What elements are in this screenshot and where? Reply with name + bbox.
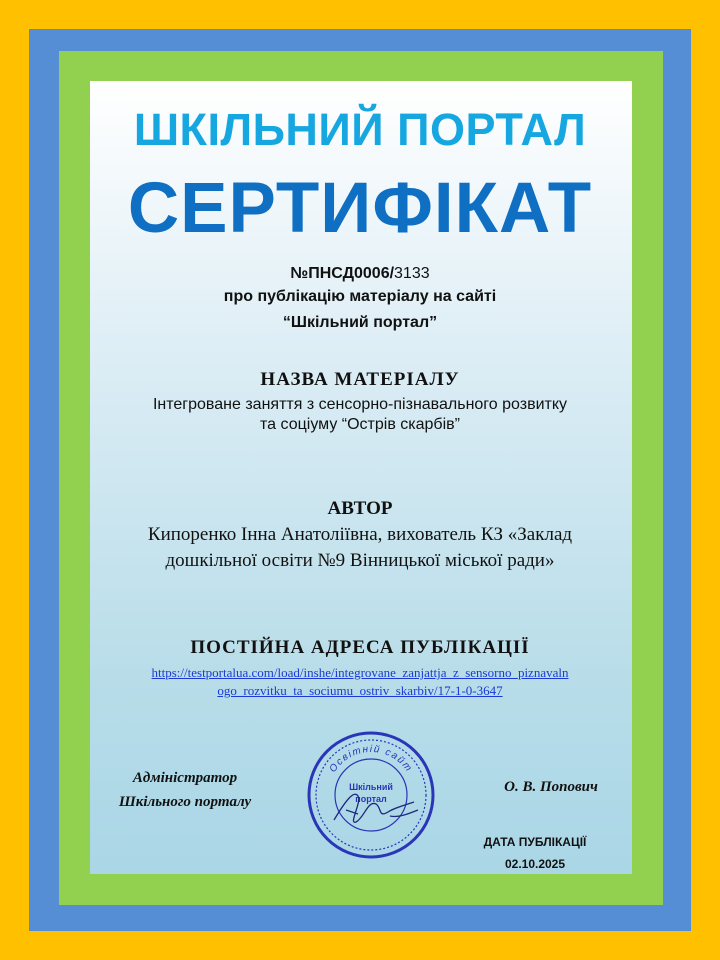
material-title: [0, 395, 720, 435]
material-line-2: та соціуму “Острів скарбів”: [260, 416, 460, 433]
signer-name: О. В. Попович: [504, 779, 598, 795]
publication-link[interactable]: [0, 664, 720, 700]
date-label: ДАТА ПУБЛІКАЦІЇ: [483, 835, 587, 849]
address-heading: ПОСТІЙНА АДРЕСА ПУБЛІКАЦІЇ: [190, 637, 530, 658]
author-info: [0, 522, 720, 574]
admin-line-2: Шкільного порталу: [118, 794, 252, 810]
number-prefix: №ПНСД0006/: [290, 265, 395, 282]
material-line-1: Інтегроване заняття з сенсорно-пізнавального розвитку: [152, 396, 568, 413]
stamp-ring-text: Освітній сайт: [327, 743, 415, 775]
portal-name: ШКІЛЬНИЙ ПОРТАЛ: [133, 104, 587, 155]
certificate-title: СЕРТИФІКАТ: [127, 169, 593, 248]
stamp-center-line-1: Шкільний: [349, 782, 393, 792]
about-line: про публікацію матеріалу на сайті: [223, 288, 497, 305]
publication-date: 02.10.2025: [504, 857, 566, 871]
admin-caption: [100, 766, 270, 814]
stamp-center-line-2: портал: [355, 794, 387, 804]
publication-link-line-1[interactable]: https://testportalua.com/load/inshe/integrovane_zanjattja_z_sensorno_piznavaln: [151, 665, 569, 680]
admin-line-1: Адміністратор: [132, 770, 238, 786]
certificate-number: [0, 265, 720, 283]
author-line-2: дошкільної освіти №9 Вінницької міської ради»: [165, 550, 555, 571]
site-name: “Шкільний портал”: [282, 314, 438, 331]
stamp-seal-icon: [306, 730, 436, 860]
author-heading: АВТОР: [327, 498, 393, 519]
author-line-1: Кипоренко Інна Анатоліївна, вихователь КЗ «Заклад: [147, 524, 573, 545]
number-suffix: 3133: [394, 265, 430, 282]
publication-link-line-2[interactable]: ogo_rozvitku_ta_sociumu_ostriv_skarbiv/17-1-0-3647: [217, 683, 503, 698]
material-heading: НАЗВА МАТЕРІАЛУ: [260, 369, 460, 390]
